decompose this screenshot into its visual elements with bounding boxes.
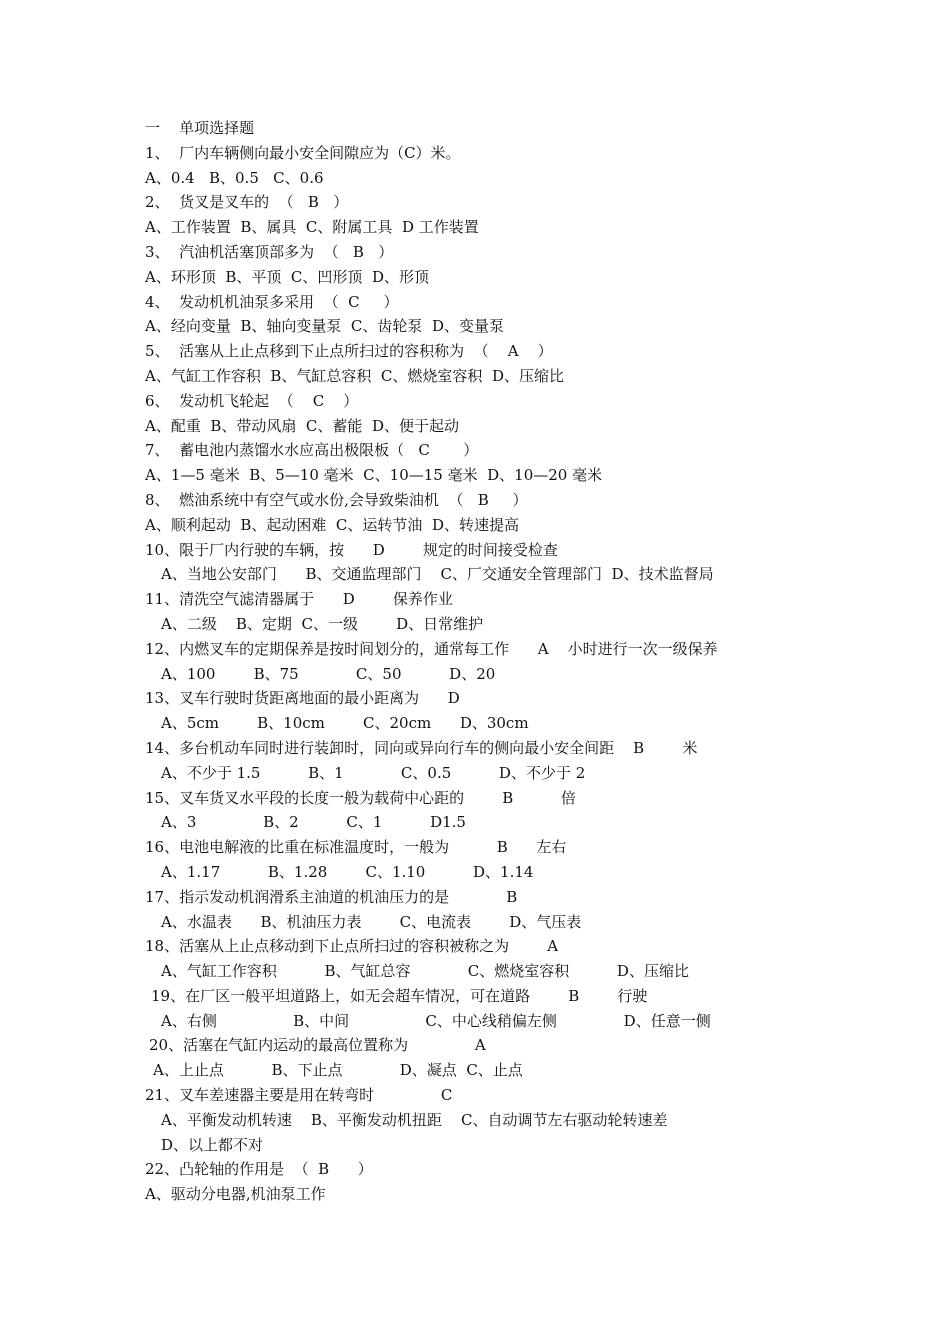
document-line: 6、 发动机飞轮起 （ C ） <box>145 391 359 410</box>
document-line: A、不少于 1.5 B、1 C、0.5 D、不少于 2 <box>161 763 586 782</box>
document-line: 13、叉车行驶时货距离地面的最小距离为 D <box>145 689 460 708</box>
document-line: A、上止点 B、下止点 D、凝点 C、止点 <box>153 1061 523 1080</box>
document-line: A、驱动分电器,机油泵工作 <box>145 1185 326 1204</box>
document-line: A、1.17 B、1.28 C、1.10 D、1.14 <box>161 862 534 881</box>
document-line: A、配重 B、带动风扇 C、蓄能 D、便于起动 <box>145 416 459 435</box>
document-line: A、100 B、75 C、50 D、20 <box>161 664 496 683</box>
document-line: 16、电池电解液的比重在标准温度时，一般为 B 左右 <box>145 838 567 857</box>
document-line: A、顺利起动 B、起动困难 C、运转节油 D、转速提高 <box>145 515 519 534</box>
document-line: A、水温表 B、机油压力表 C、电流表 D、气压表 <box>161 912 582 931</box>
document-line: 17、指示发动机润滑系主油道的机油压力的是 B <box>145 887 518 906</box>
document-line: 1、 厂内车辆侧向最小安全间隙应为（C）米。 <box>145 143 461 162</box>
section-heading: 一 单项选择题 <box>145 119 255 137</box>
document-line: 2、 货叉是叉车的 （ B ） <box>145 193 349 212</box>
document-line: 21、叉车差速器主要是用在转弯时 C <box>145 1086 453 1105</box>
document-line: A、环形顶 B、平顶 C、凹形顶 D、形顶 <box>145 267 429 286</box>
document-line: 22、凸轮轴的作用是 （ B ） <box>145 1160 373 1179</box>
document-line: 15、叉车货叉水平段的长度一般为载荷中心距的 B 倍 <box>145 788 576 807</box>
document-line: A、5cm B、10cm C、20cm D、30cm <box>161 714 529 733</box>
document-line: 19、在厂区一般平坦道路上，如无会超车情况，可在道路 B 行驶 <box>151 986 648 1005</box>
document-line: 8、 燃油系统中有空气或水份,会导致柴油机 （ B ） <box>145 490 528 509</box>
document-line: 7、 蓄电池内蒸馏水水应高出极限板（ C ） <box>145 441 479 460</box>
document-line: A、1—5 毫米 B、5—10 毫米 C、10—15 毫米 D、10—20 毫米 <box>145 466 603 485</box>
document-line: A、经向变量 B、轴向变量泵 C、齿轮泵 D、变量泵 <box>145 317 504 336</box>
document-line: A、二级 B、定期 C、一级 D、日常维护 <box>161 614 484 633</box>
document-line: 3、 汽油机活塞顶部多为 （ B ） <box>145 242 394 261</box>
document-line: 11、清洗空气滤清器属于 D 保养作业 <box>145 590 453 609</box>
document-line: 18、活塞从上止点移动到下止点所扫过的容积被称之为 A <box>145 937 559 956</box>
document-line: A、气缸工作容积 B、气缸总容 C、燃烧室容积 D、压缩比 <box>161 962 689 981</box>
document-line: A、右侧 B、中间 C、中心线稍偏左侧 D、任意一侧 <box>161 1011 711 1030</box>
document-line: D、以上都不对 <box>161 1135 264 1154</box>
document-line: A、工作装置 B、属具 C、附属工具 D 工作装置 <box>145 218 479 237</box>
document-line: A、当地公安部门 B、交通监理部门 C、厂交通安全管理部门 D、技术监督局 <box>161 565 714 584</box>
document-line: 20、活塞在气缸内运动的最高位置称为 A <box>149 1036 486 1055</box>
document-line: 12、内燃叉车的定期保养是按时间划分的，通常每工作 A 小时进行一次一级保养 <box>145 639 718 658</box>
document-line: 5、 活塞从上止点移到下止点所扫过的容积称为 （ A ） <box>145 342 553 361</box>
document-line: A、0.4 B、0.5 C、0.6 <box>145 168 324 187</box>
question-list <box>0 116 950 1207</box>
document-line: 14、多台机动车同时进行装卸时，同向或异向行车的侧向最小安全间距 B 米 <box>145 738 698 757</box>
document-line: 4、 发动机机油泵多采用 （ C ） <box>145 292 399 311</box>
document-line: 10、限于厂内行驶的车辆，按 D 规定的时间接受检查 <box>145 540 558 559</box>
document-line: A、平衡发动机转速 B、平衡发动机扭距 C、自动调节左右驱动轮转速差 <box>161 1110 668 1129</box>
document-line: A、3 B、2 C、1 D1.5 <box>161 813 466 832</box>
document-line: A、气缸工作容积 B、气缸总容积 C、燃烧室容积 D、压缩比 <box>145 366 564 385</box>
